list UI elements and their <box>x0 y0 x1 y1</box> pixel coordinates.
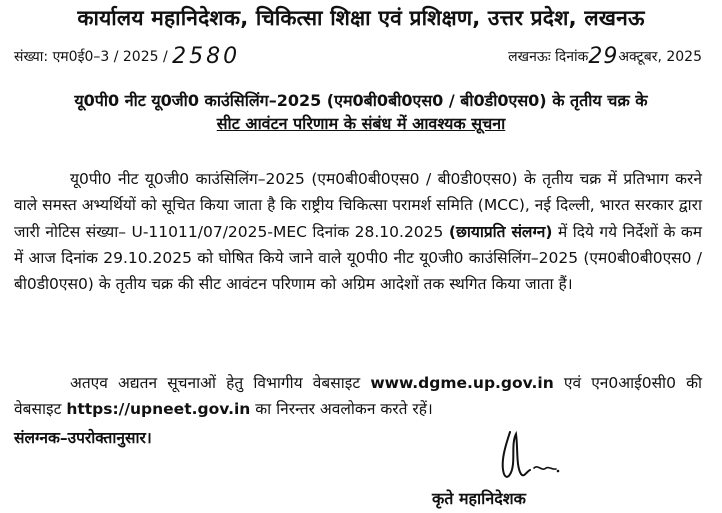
date-label: लखनऊः दिनांक <box>508 49 589 65</box>
date-line <box>508 42 702 67</box>
para1-text-b: में दिये गये निर्देशों के कम में आज दिनांक 29.10.2025 को घोषित किये जाने वाले यू0पी0 नीट यू0जी0 काउंसिलिंग–2025 (एम0बी0बी0एस0 / बी0डी0एस0) के तृतीय चक्र की सीट आवंटन परिणाम को अग्रिम आदेशों तक स्थगित किया जाता हैं। <box>14 222 702 294</box>
subject-line-2-text: सीट आवंटन परिणाम के संबंध में आवश्यक सूचना <box>216 114 506 133</box>
para2-text-b: एवं एन0आई0सी0 की वेबसाइट <box>14 374 703 419</box>
para1-text-a: यू0पी0 नीट यू0जी0 काउंसिलिंग–2025 (एम0बी0बी0एस0 / बी0डी0एस0) के तृतीय चक्र में प्रतिभाग करने वाले समस्त अभ्यर्थियों को सूचित किया जाता है कि राष्ट्रीय चिकित्सा परामर्श समिति (MCC), नई दिल्ली, भारत सरकार द्वारा जारी नोटिस संख्या– U-11011/07/2025-MEC दिनांक 28.10.2025 <box>14 170 702 241</box>
date-day: 29 <box>588 44 619 69</box>
subject-line-2 <box>8 112 714 134</box>
website-upneet: https://upneet.gov.in <box>66 400 251 419</box>
office-title: कार्यालय महानिदेशक, चिकित्सा शिक्षा एवं प्रशिक्षण, उत्तर प्रदेश, लखनऊ <box>77 6 645 30</box>
body-paragraph-1 <box>14 166 702 297</box>
para1-enclosure-note: (छायाप्रति संलग्न) <box>448 222 553 241</box>
subject-line-1: यू0पी0 नीट यू0जी0 काउंसिलिंग–2025 (एम0बी0बी0एस0 / बी0डी0एस0) के तृतीय चक्र के <box>74 91 648 110</box>
website-dgme: www.dgme.up.gov.in <box>370 374 554 392</box>
handwritten-signature <box>496 424 562 484</box>
reference-label: संख्या: एम0ई0–3 / 2025 / <box>14 49 173 65</box>
signatory-label: कृते महानिदेशक <box>432 489 526 508</box>
reference-number: 2580 <box>172 44 241 69</box>
para2-text-c: का निरन्तर अवलोकन करते रहें। <box>250 400 433 419</box>
date-month-year: अक्टूबर, 2025 <box>618 49 702 65</box>
para2-text-a: अतएव अद्यतन सूचनाओं हेतु विभागीय वेबसाइट <box>70 374 371 392</box>
enclosure-note: संलग्नक–उपरोक्तानुसार। <box>14 429 152 447</box>
reference-number-line <box>14 42 240 67</box>
body-paragraph-2 <box>14 370 702 423</box>
